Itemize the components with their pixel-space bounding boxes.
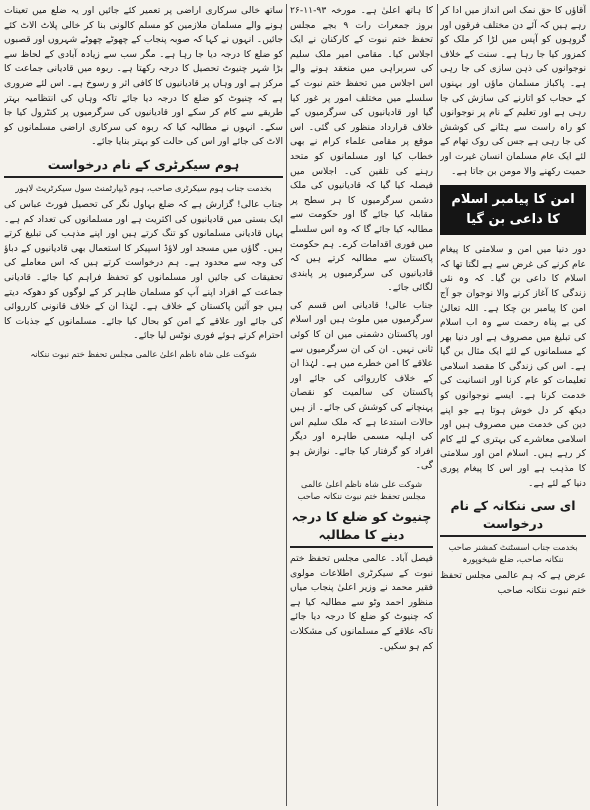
headline: چنیوٹ کو ضلع کا درجہ دینے کا مطالبہ (290, 508, 433, 548)
headline: ای سی ننکانہ کے نام درخواست (440, 497, 586, 537)
signature: شوکت علی شاہ ناظم اعلیٰ عالمی مجلس تحفظ ختم نبوت ننکانہ (30, 348, 257, 359)
address-line: بخدمت جناب ہوم سیکرٹری صاحب، ہوم ڈیپارٹمنٹ سول سیکرٹریٹ لاہور (15, 182, 272, 193)
column-right (440, 4, 586, 806)
signature: شوکت علی شاہ ناظم اعلیٰ عالمی مجلس تحفظ ختم نبوت ننکانہ صاحب (297, 479, 426, 501)
article-body: فیصل آباد۔ عالمی مجلس تحفظ ختم نبوت کے سیکرٹری اطلاعات مولوی فقیر محمد نے وزیر اعلیٰ پنجاب میاں منظور احمد وٹو سے مطالبہ کیا ہے کہ چنیوٹ کو ضلع کا درجہ دیا جائے تاکہ علاقے کے مسلمانوں کی مشکلات کم ہو سکیں۔ (290, 553, 433, 652)
article-body: جناب عالی! قادیانی اس قسم کی سرگرمیوں میں ملوث ہیں اور اسلام اور پاکستان دشمنی میں ان کا کوئی ثانی نہیں۔ ان کی ان سرگرمیوں سے علاقے کا امن خطرے میں ہے۔ لہٰذا ان کے خلاف کارروائی کی جائے اور پاکستان کی سالمیت کو نقصان پہنچانے کی کوشش کی جائے۔ از ہیں حالات استدعا ہے کہ ملک سلیم اس کی اہلیہ مسمی طاہرہ اور دیگر افراد کو گرفتار کیا جائے۔ نوازش ہو گی۔ (290, 299, 433, 472)
article-body: جناب عالی! گزارش ہے کہ ضلع بہاول نگر کی تحصیل فورٹ عباس کی ایک بستی میں قادیانیوں کی اکثریت ہے اور مسلمانوں کی تعداد کم ہے۔ یہاں قادیانی مسلمانوں کو تنگ کرتے ہیں اور اپنے مذہب کی تبلیغ کرتے ہیں۔ گاؤں میں مسجد اور لاؤڈ اسپیکر کا استعمال بھی قادیانیوں کے دباؤ کی وجہ سے محدود ہے۔ ہم درخواست کرتے ہیں کہ اس معاملے کی تحقیقات کی جائیں اور مسلمانوں کو تحفظ فراہم کیا جائے۔ قادیانی جماعت کے افراد اپنے آپ کو مسلمان ظاہر کر کے لوگوں کو دھوکہ دیتے ہیں جو آئین پاکستان کے خلاف ہے۔ لہٰذا ان کے خلاف قانونی کارروائی کی جائے اور علاقے کے امن کو بحال کیا جائے۔ مسلمانوں کے جذبات کا احترام کرتے ہوئے فوری نوٹس لیا جائے۔ (4, 198, 283, 342)
column-divider (437, 4, 438, 806)
column-divider (286, 4, 287, 806)
address-line: بخدمت جناب اسسٹنٹ کمشنر صاحب ننکانہ صاحب، ضلع شیخوپورہ (448, 542, 578, 565)
article-body: کا ہاتھ اعلیٰ ہے۔ مورخہ ۹۳-۱۱-۲۶ بروز جمعرات رات ۹ بجے مجلس تحفظ ختم نبوت کے کارکنان نے ایک اجلاس کیا۔ مقامی امیر ملک سلیم کی سربراہی میں منعقد ہونے والے اس اجلاس میں تحفظ ختم نبوت کے سلسلے میں مختلف امور پر غور کیا گیا اور قادیانیوں کی سرگرمیوں کے خلاف قرارداد منظور کی گئی۔ اس موقع پر مقامی علماء کرام نے بھی خطاب کیا اور مسلمانوں کو متحد رہنے کی تلقین کی۔ اجلاس میں فیصلہ کیا گیا کہ قادیانیوں کی ملک دشمن سرگرمیوں کا ہر سطح پر مقابلہ کیا جائے گا اور حکومت سے مطالبہ کیا جائے گا کہ وہ اس سلسلے میں فوری اقدامات کرے۔ ہم حکومت پاکستان سے مطالبہ کرتے ہیں کہ قادیانیوں کی سرگرمیوں پر پابندی لگائی جائے۔ (290, 5, 433, 294)
request-text: عرض ہے کہ ہم عالمی مجلس تحفظ ختم نبوت ننکانہ صاحب (440, 570, 586, 596)
article-continuation: آقاؤں کا حق نمک اس انداز میں ادا کر رہے ہیں کہ آئے دن مختلف فرقوں اور گروہوں کو آپس میں لڑا کر ملک کو کمزور کیا جا رہا ہے۔ سنت کے خلاف نوجوانوں کی ذہن سازی کی جا رہی ہے۔ پاکباز مسلمان ماؤں اور بہنوں کے حجاب کو اتارنے کی سازش کی جا رہی ہے اور تعلیم کے نام پر نوجوانوں کو راہ راست سے ہٹانے کی کوشش کی جا رہی ہے جس کی روک تھام کے لئے ایک عام مسلمان انسان غیرت اور حمیت رکھنے والا مومن بن جاتا ہے۔ (440, 5, 586, 177)
column-left (4, 4, 283, 806)
headline: ہوم سیکرٹری کے نام درخواست (4, 156, 283, 178)
headline-banner: امن کا پیامبر اسلام کا داعی بن گیا (440, 185, 586, 235)
column-middle (290, 4, 433, 806)
article-body: دور دنیا میں امن و سلامتی کا پیغام عام کرنے کی غرض سے ہے لگتا تھا کہ اسلام کا داعی بن گیا۔ کہ وہ نئی زندگی کا آغاز کرنے والا نوجوان جو آج امن کا پیامبر بن چکا ہے۔ اللہ تعالیٰ کی بے پناہ رحمت سے وہ اب اسلام کی تبلیغ میں مصروف ہے اور دنیا بھر کے مسلمانوں کے لئے ایک مثال بن گیا ہے۔ اس کی زندگی کا مقصد اسلامی تعلیمات کو عام کرنا اور انسانیت کی خدمت کرنا ہے۔ ایسے نوجوانوں کو دیکھ کر دل خوش ہوتا ہے جو اپنے دین کی خدمت میں مصروف ہیں اور اسلامی معاشرے کی بہتری کے لئے کام کر رہے ہیں۔ اسلام امن اور سلامتی کا مذہب ہے اور اس کا پیغام پوری دنیا کے لئے ہے۔ (440, 244, 586, 489)
article-body: ساتھ خالی سرکاری اراضی پر تعمیر کئے جائیں اور یہ ضلع میں تعینات ہونے والے مسلمان ملازمین کو مسلم کالونی بنا کر خالی پلاٹ الاٹ کئے جائیں۔ انہوں نے کہا کہ صوبہ پنجاب کے چھوٹے چھوٹے شہروں اور قصبوں کو ضلع کا درجہ دیا جا رہا ہے۔ مگر سب سے زیادہ آبادی کے لحاظ سے بڑا شہر چنیوٹ تحصیل کا درجہ رکھتا ہے۔ ربوہ میں قادیانی جماعت کا مرکز ہے اور وہاں پر قادیانیوں کا کافی اثر و رسوخ ہے۔ اس لئے ضروری ہے کہ چنیوٹ کو ضلع کا درجہ دیا جائے تاکہ وہاں کی انتظامیہ بہتر طریقے سے کام کر سکے اور قادیانیوں کی سرگرمیوں پر کنٹرول کیا جا سکے۔ انہوں نے مطالبہ کیا کہ ربوہ کی سرکاری اراضی مسلمانوں کو الاٹ کی جائے اور اس کی حالت کو بہتر بنایا جائے۔ (4, 5, 283, 148)
